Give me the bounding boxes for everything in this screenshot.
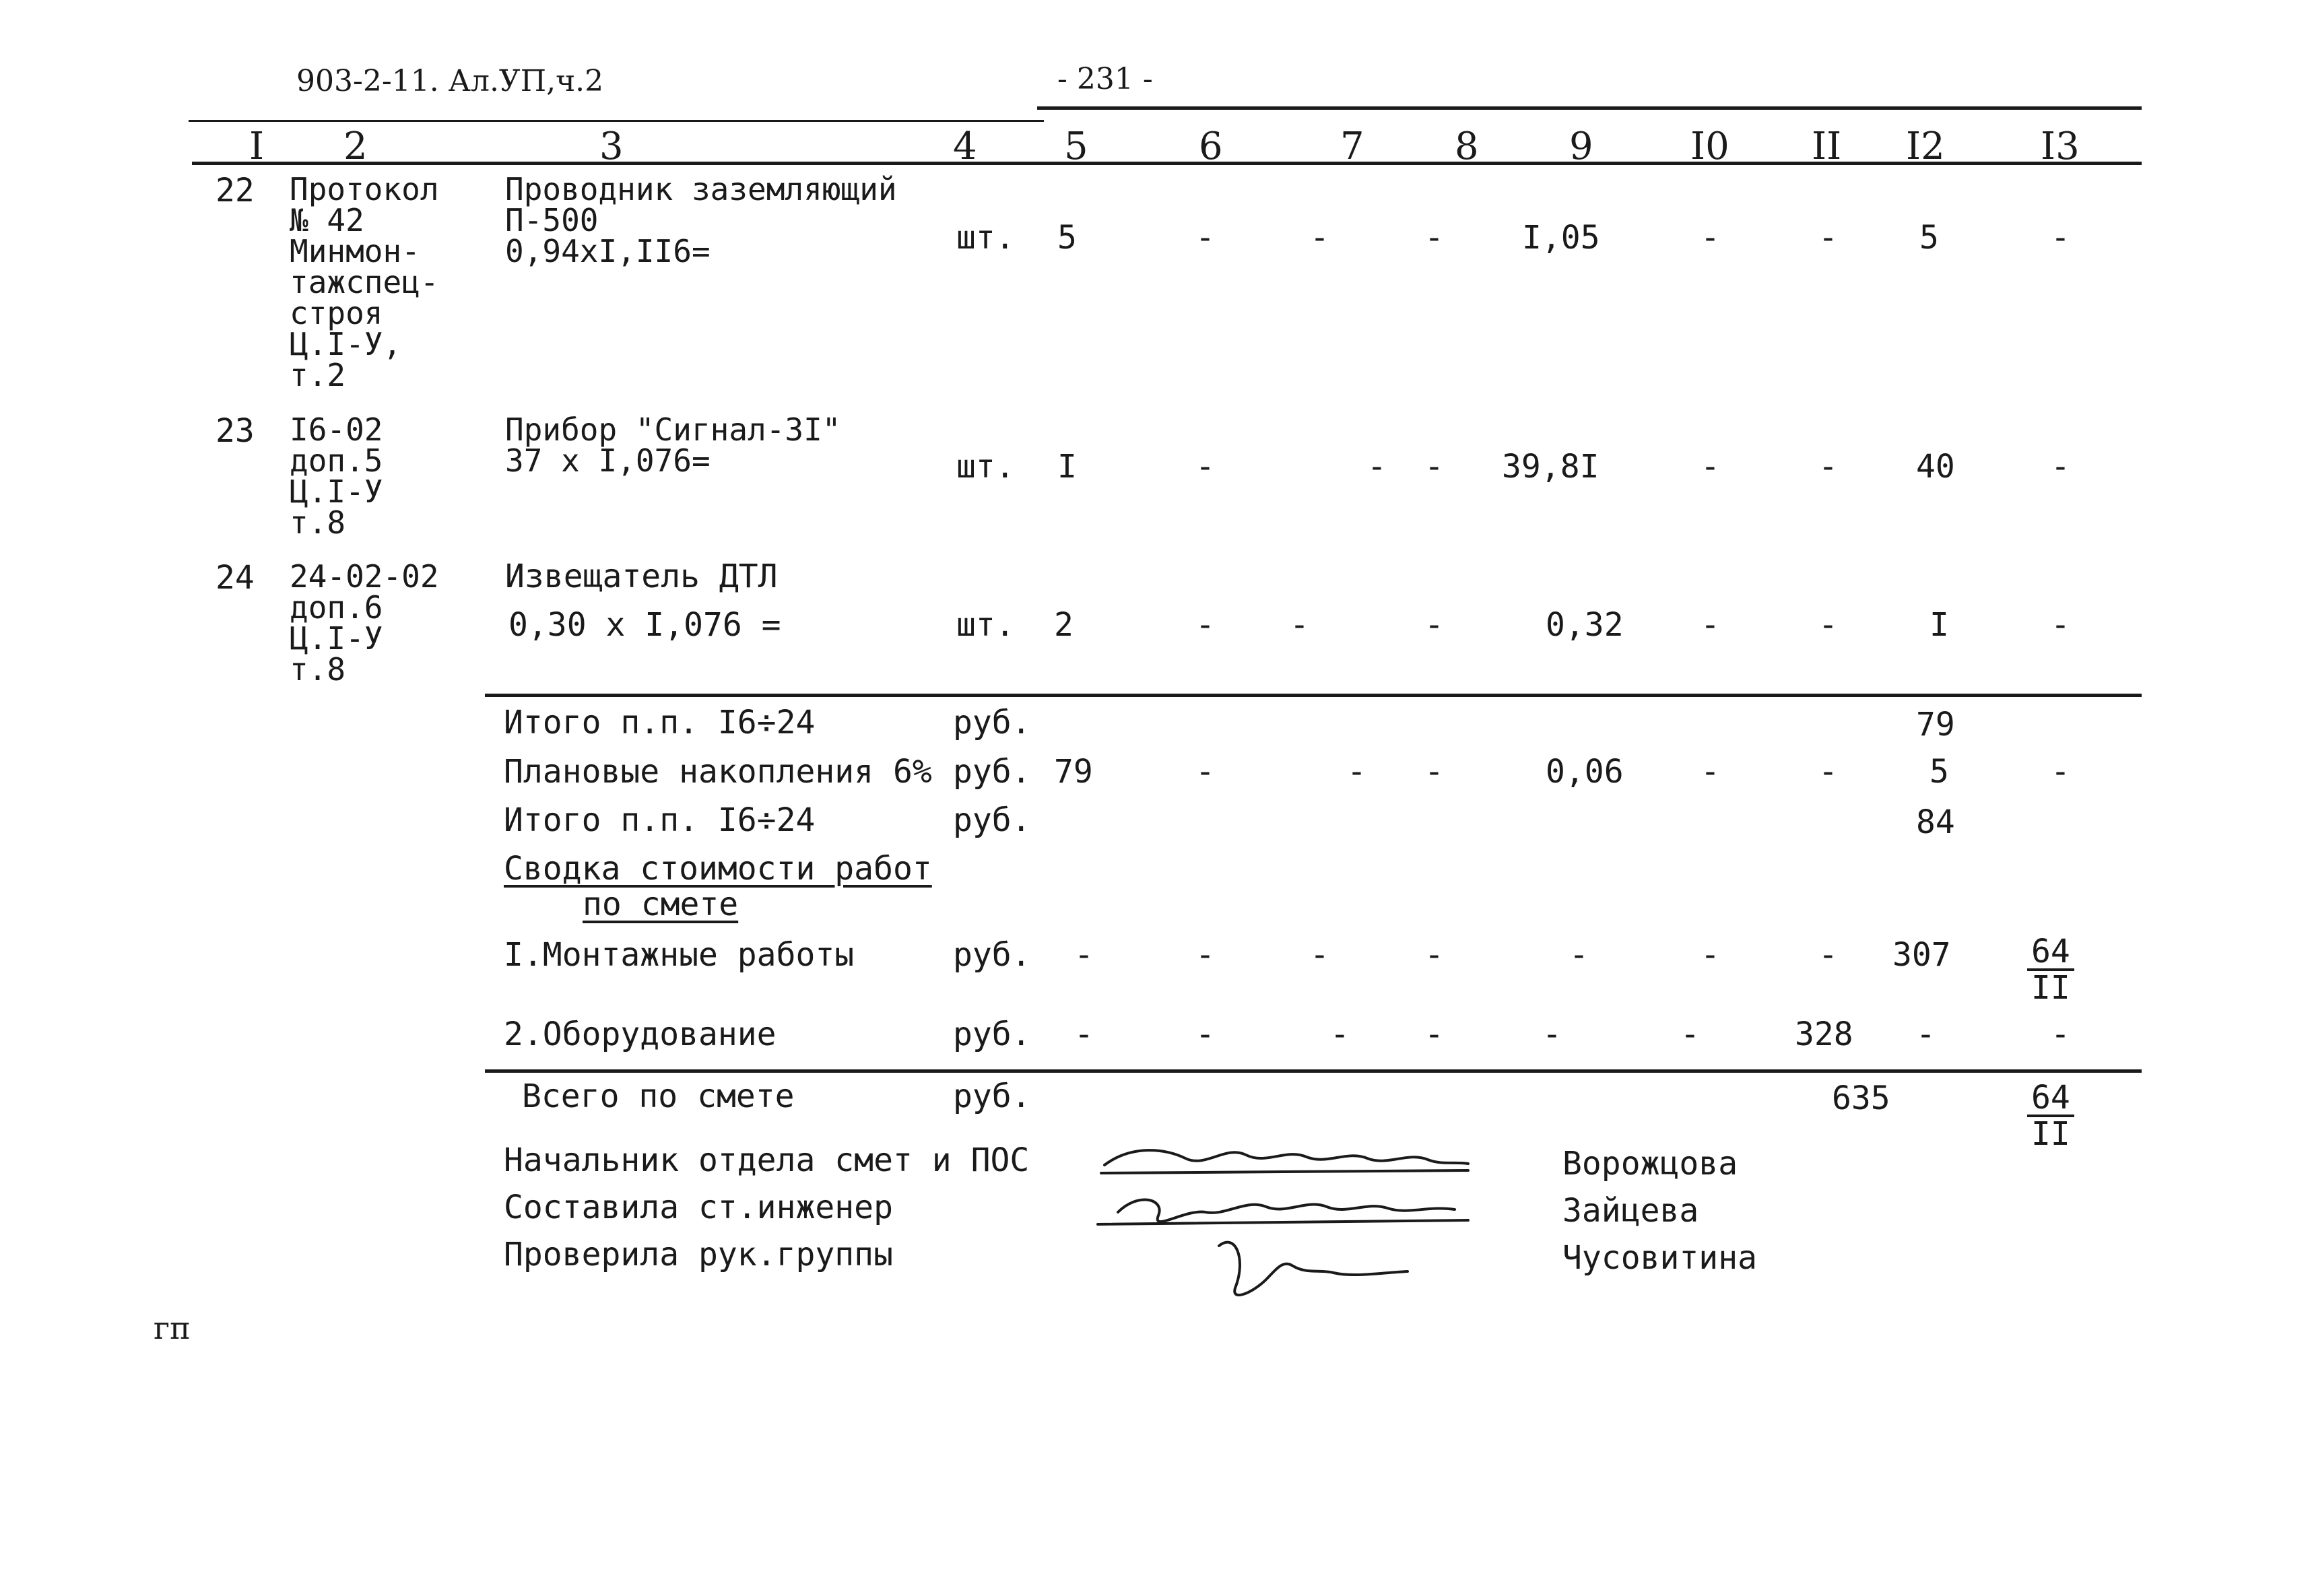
cell-c12: 307 <box>1892 936 1951 974</box>
cell-c13: - <box>2051 1016 2070 1053</box>
cell-c11: 328 <box>1795 1016 1853 1053</box>
total-c12: 84 <box>1916 803 1955 841</box>
row-code: 24-02-02 доп.6 Ц.I-У т.8 <box>290 558 439 688</box>
col-3: 3 <box>599 125 624 168</box>
row-description: Проводник заземляющий П-500 0,94хI,II6= <box>505 171 897 269</box>
cell-c13: - <box>2051 753 2070 791</box>
row-unit: руб. <box>953 1016 1031 1053</box>
cell-c9: - <box>1569 936 1589 974</box>
cell-c11: - <box>1818 606 1838 644</box>
row-description: Прибор "Сигнал-3I" 37 х I,076= <box>505 411 841 479</box>
cell-c9: 0,06 <box>1546 753 1624 791</box>
cell-c6: - <box>1195 606 1215 644</box>
col-13: I3 <box>2041 125 2080 168</box>
cell-c7: - <box>1310 936 1329 974</box>
row-unit: руб. <box>953 936 1031 974</box>
col-4: 4 <box>953 125 977 168</box>
cell-c12: 5 <box>1919 219 1939 257</box>
total-unit: руб. <box>953 801 1031 839</box>
cell-c12: 5 <box>1929 753 1949 791</box>
cell-c6: - <box>1195 219 1215 257</box>
cell-c10: - <box>1701 606 1720 644</box>
cell-c13: - <box>2051 606 2070 644</box>
col-11: II <box>1812 125 1842 168</box>
grand-total-c13-fraction: $\frac{64}{II}$ <box>2027 1081 2074 1151</box>
row-label: 2.Оборудование <box>504 1016 777 1053</box>
subtotal-rule <box>485 694 2142 697</box>
row-code: I6-02 доп.5 Ц.I-У т.8 <box>290 411 383 541</box>
cell-c5: - <box>1074 936 1094 974</box>
column-header-rule <box>192 162 2142 165</box>
handwritten-signatures <box>1091 1131 1495 1313</box>
cell-c8: - <box>1424 936 1444 974</box>
row-number: 23 <box>216 412 255 450</box>
col-9: 9 <box>1569 125 1593 168</box>
document-code: 903-2-11. Ал.УП,ч.2 <box>296 64 604 98</box>
row-label: Плановые накопления 6% <box>504 753 932 791</box>
cell-c9: 0,32 <box>1546 606 1624 644</box>
summary-heading-line1: Сводка стоимости работ <box>504 850 932 888</box>
cell-c11: - <box>1818 448 1838 486</box>
col-8: 8 <box>1455 125 1479 168</box>
cell-c8: - <box>1424 753 1444 791</box>
col-12: I2 <box>1906 125 1945 168</box>
row-unit: руб. <box>953 753 1031 791</box>
cell-c5: 2 <box>1054 606 1074 644</box>
total-unit: руб. <box>953 704 1031 741</box>
cell-c12: I <box>1929 606 1949 644</box>
col-5: 5 <box>1064 125 1088 168</box>
signatory-name: Чусовитина <box>1562 1239 1757 1277</box>
row-unit: шт. <box>956 448 1015 486</box>
col-7: 7 <box>1340 125 1364 168</box>
row-number: 24 <box>216 559 255 597</box>
cell-c9: 39,8I <box>1502 448 1599 486</box>
cell-c12: 40 <box>1916 448 1955 486</box>
cell-c13-fraction: $\frac{64}{II}$ <box>2027 935 2074 1005</box>
cell-c6: - <box>1195 753 1215 791</box>
cell-c5: 5 <box>1057 219 1077 257</box>
grand-total-unit: руб. <box>953 1077 1031 1115</box>
cell-c7: - <box>1347 753 1366 791</box>
cell-c11: - <box>1818 219 1838 257</box>
page-number: - 231 - <box>1057 62 1153 96</box>
footer-mark: гп <box>154 1310 191 1346</box>
cell-c10: - <box>1680 1016 1700 1053</box>
row-unit: шт. <box>956 219 1015 257</box>
row-code: Протокол № 42 Минмон- тажспец- строя Ц.I-У, т.2 <box>290 171 439 393</box>
row-label: I.Монтажные работы <box>504 936 855 974</box>
cell-c8: - <box>1424 448 1444 486</box>
col-6: 6 <box>1199 125 1223 168</box>
total-label: Итого п.п. I6÷24 <box>504 801 816 839</box>
cell-c13: - <box>2051 219 2070 257</box>
row-description-line2: 0,30 х I,076 = <box>508 606 781 644</box>
cell-c7: - <box>1330 1016 1350 1053</box>
summary-heading-line2: по смете <box>583 886 739 923</box>
signatory-name: Зайцева <box>1562 1192 1699 1230</box>
cell-c10: - <box>1701 936 1720 974</box>
signatory-role: Начальник отдела смет и ПОС <box>504 1141 1030 1179</box>
cell-c10: - <box>1701 753 1720 791</box>
row-description-line1: Извещатель ДТЛ <box>505 558 778 595</box>
header-top-rule <box>1037 106 2142 110</box>
cell-c8: - <box>1424 1016 1444 1053</box>
cell-c9: I,05 <box>1522 219 1600 257</box>
signatory-role: Составила ст.инженер <box>504 1189 893 1226</box>
cell-c10: - <box>1701 448 1720 486</box>
header-top-rule-left <box>189 120 1044 122</box>
col-1: I <box>249 125 265 168</box>
col-10: I0 <box>1690 125 1729 168</box>
cell-c13: - <box>2051 448 2070 486</box>
cell-c8: - <box>1424 606 1444 644</box>
signatory-role: Проверила рук.группы <box>504 1236 893 1273</box>
cell-c11: - <box>1818 753 1838 791</box>
row-unit: шт. <box>956 606 1015 644</box>
row-number: 22 <box>216 172 255 209</box>
cell-c9: - <box>1542 1016 1562 1053</box>
col-2: 2 <box>343 125 368 168</box>
cell-c7: - <box>1310 219 1329 257</box>
cell-c6: - <box>1195 936 1215 974</box>
total-c12: 79 <box>1916 706 1955 743</box>
grand-total-c11: 635 <box>1832 1079 1890 1117</box>
cell-c10: - <box>1701 219 1720 257</box>
cell-c6: - <box>1195 448 1215 486</box>
cell-c6: - <box>1195 1016 1215 1053</box>
cell-c8: - <box>1424 219 1444 257</box>
grand-total-rule <box>485 1069 2142 1073</box>
cell-c5: - <box>1074 1016 1094 1053</box>
cell-c7: - <box>1290 606 1309 644</box>
total-label: Итого п.п. I6÷24 <box>504 704 816 741</box>
cell-c12: - <box>1916 1016 1936 1053</box>
cell-c5: 79 <box>1054 753 1093 791</box>
cell-c7: - <box>1367 448 1387 486</box>
grand-total-label: Всего по смете <box>522 1077 795 1115</box>
signatory-name: Ворожцова <box>1562 1145 1738 1183</box>
cell-c11: - <box>1818 936 1838 974</box>
cell-c5: I <box>1057 448 1077 486</box>
